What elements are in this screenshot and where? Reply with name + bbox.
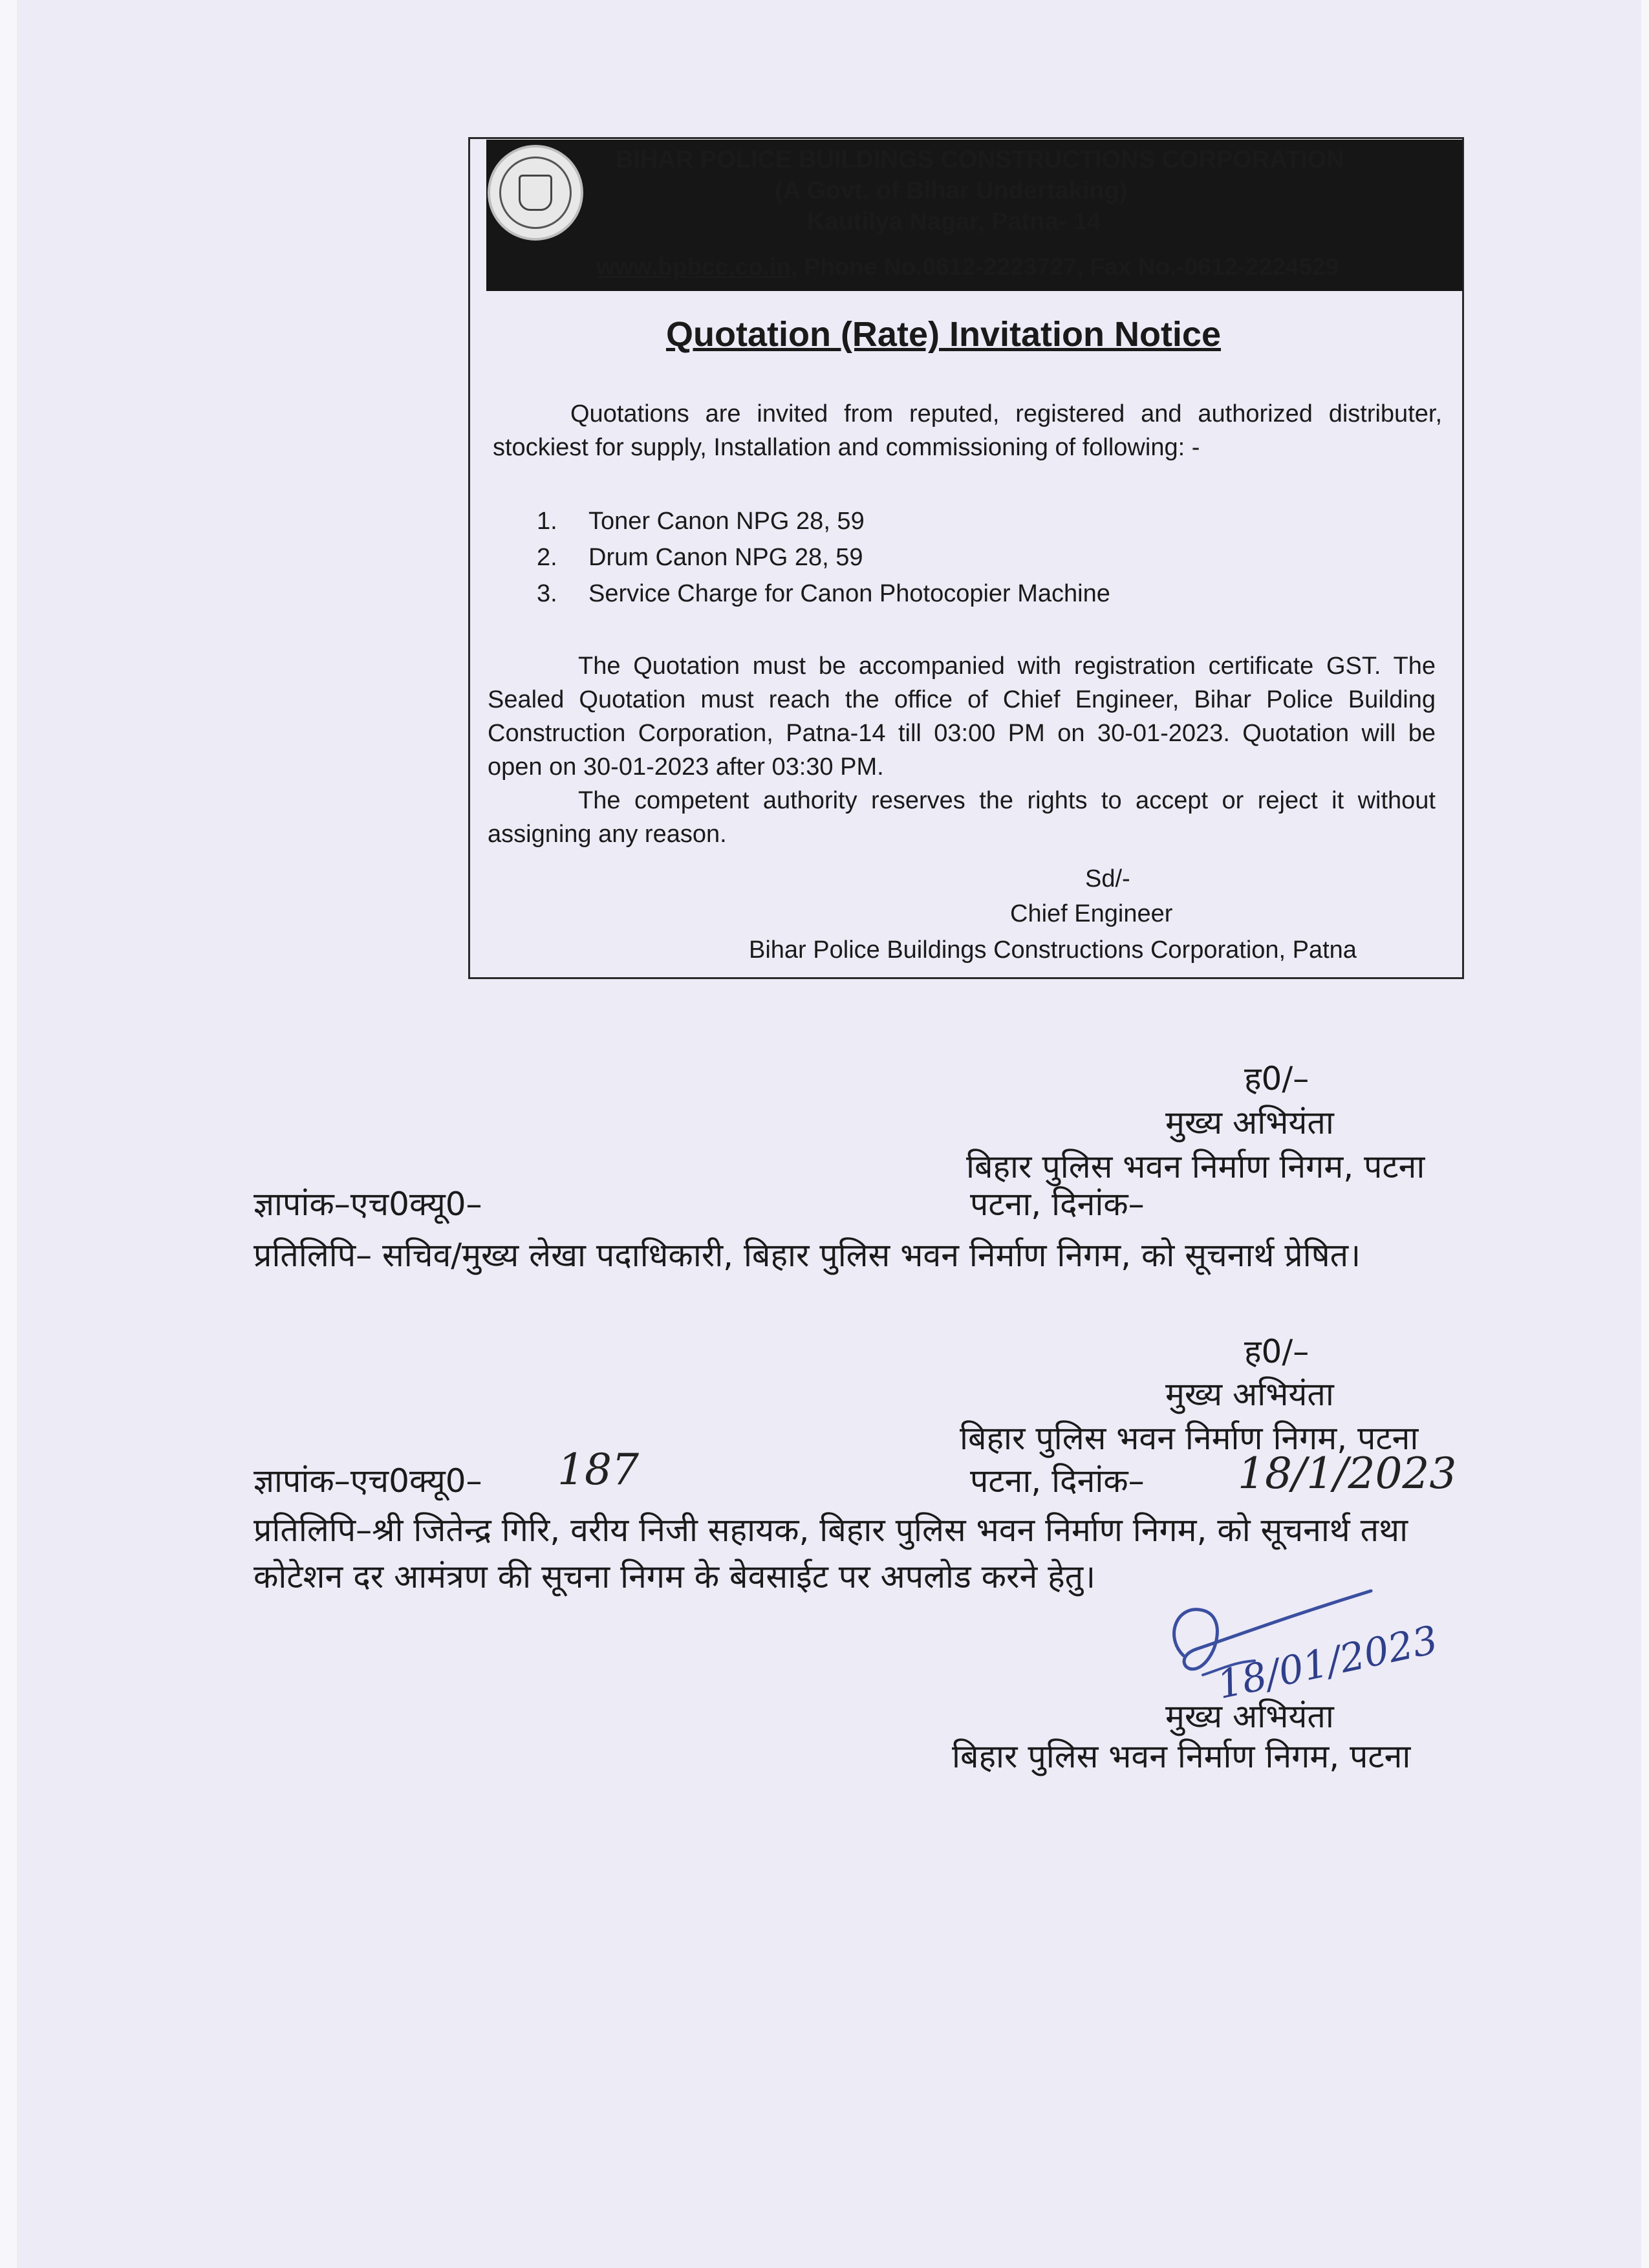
hindi-designation: मुख्य अभियंता (1165, 1698, 1334, 1735)
notice-body (488, 649, 1436, 851)
sd-mark: Sd/- (1085, 865, 1130, 892)
phone-fax: , Phone No.0612-2223727, Fax No.-0612-2224529 (790, 254, 1339, 280)
org-subtitle: (A Govt. of Bihar Undertaking) (775, 177, 1128, 204)
memo-date-label: पटना, दिनांक– (970, 1185, 1145, 1223)
list-item: 1. Toner Canon NPG 28, 59 (537, 508, 865, 535)
handwritten-date: 18/1/2023 (1238, 1449, 1457, 1498)
page-right-edge (1641, 0, 1649, 2268)
handwritten-memo-number: 187 (557, 1445, 639, 1495)
list-item: 2. Drum Canon NPG 28, 59 (537, 544, 863, 571)
copy-to-accounts: प्रतिलिपि– सचिव/मुख्य लेखा पदाधिकारी, बिहार पुलिस भवन निर्माण निगम, को सूचनार्थ प्रेषित। (253, 1237, 1361, 1274)
hindi-designation: मुख्य अभियंता (1165, 1104, 1334, 1141)
signatory-designation: Chief Engineer (1010, 900, 1173, 927)
memo-number-label: ज्ञापांक–एच0क्यू0– (253, 1185, 482, 1223)
notice-title: Quotation (Rate) Invitation Notice (666, 315, 1221, 354)
website-link[interactable]: www.bpbcc.co.in (596, 254, 791, 280)
hindi-organization: बिहार पुलिस भवन निर्माण निगम, पटना (966, 1148, 1425, 1185)
memo-date-label: पटना, दिनांक– (970, 1462, 1145, 1500)
page-left-edge (0, 0, 17, 2268)
memo-number-label: ज्ञापांक–एच0क्यू0– (253, 1462, 482, 1500)
org-address: Kautilya Nagar, Patna- 14 (807, 208, 1101, 235)
contact-line (596, 254, 1339, 281)
corporation-seal-icon (488, 145, 583, 241)
hindi-sd-mark: ह0/– (1244, 1333, 1310, 1370)
org-name: BIHAR POLICE BUILDINGS CONSTRUCTIONS CORPORATION (616, 146, 1344, 173)
hindi-designation: मुख्य अभियंता (1165, 1376, 1334, 1413)
item-list (537, 503, 1110, 612)
copy-to-assistant: प्रतिलिपि–श्री जितेन्द्र गिरि, वरीय निजी सहायक, बिहार पुलिस भवन निर्माण निगम, को सूचनार्थ तथा कोटेशन दर आमंत्रण की सूचना निगम के बेवसाईट पर अपलोड करने हेतु। (253, 1511, 1408, 1595)
list-item: 3. Service Charge for Canon Photocopier Machine (537, 580, 1110, 607)
rights-clause: The competent authority reserves the rights to accept or reject it without assigning any reason. (488, 787, 1436, 848)
hindi-sd-mark: ह0/– (1244, 1060, 1310, 1097)
notice-intro: Quotations are invited from reputed, registered and authorized distributer, stockiest for supply, Installation and commissioning of following: - (493, 400, 1442, 461)
hindi-organization: बिहार पुलिस भवन निर्माण निगम, पटना (952, 1738, 1411, 1775)
signatory-organization: Bihar Police Buildings Constructions Corporation, Patna (749, 936, 1357, 964)
hindi-organization: बिहार पुलिस भवन निर्माण निगम, पटना (960, 1420, 1419, 1457)
handwritten-initial-date: 18/01/2023 (1213, 1617, 1442, 1709)
submission-terms: The Quotation must be accompanied with registration certificate GST. The Sealed Quotation must reach the office of Chief Engineer, Bihar Police Building Construction Corporation, Patna-14 till 03:00 PM on 30-01-2023. Quotation will be open on 30-01-2023 after 03:30 PM. (488, 653, 1436, 781)
